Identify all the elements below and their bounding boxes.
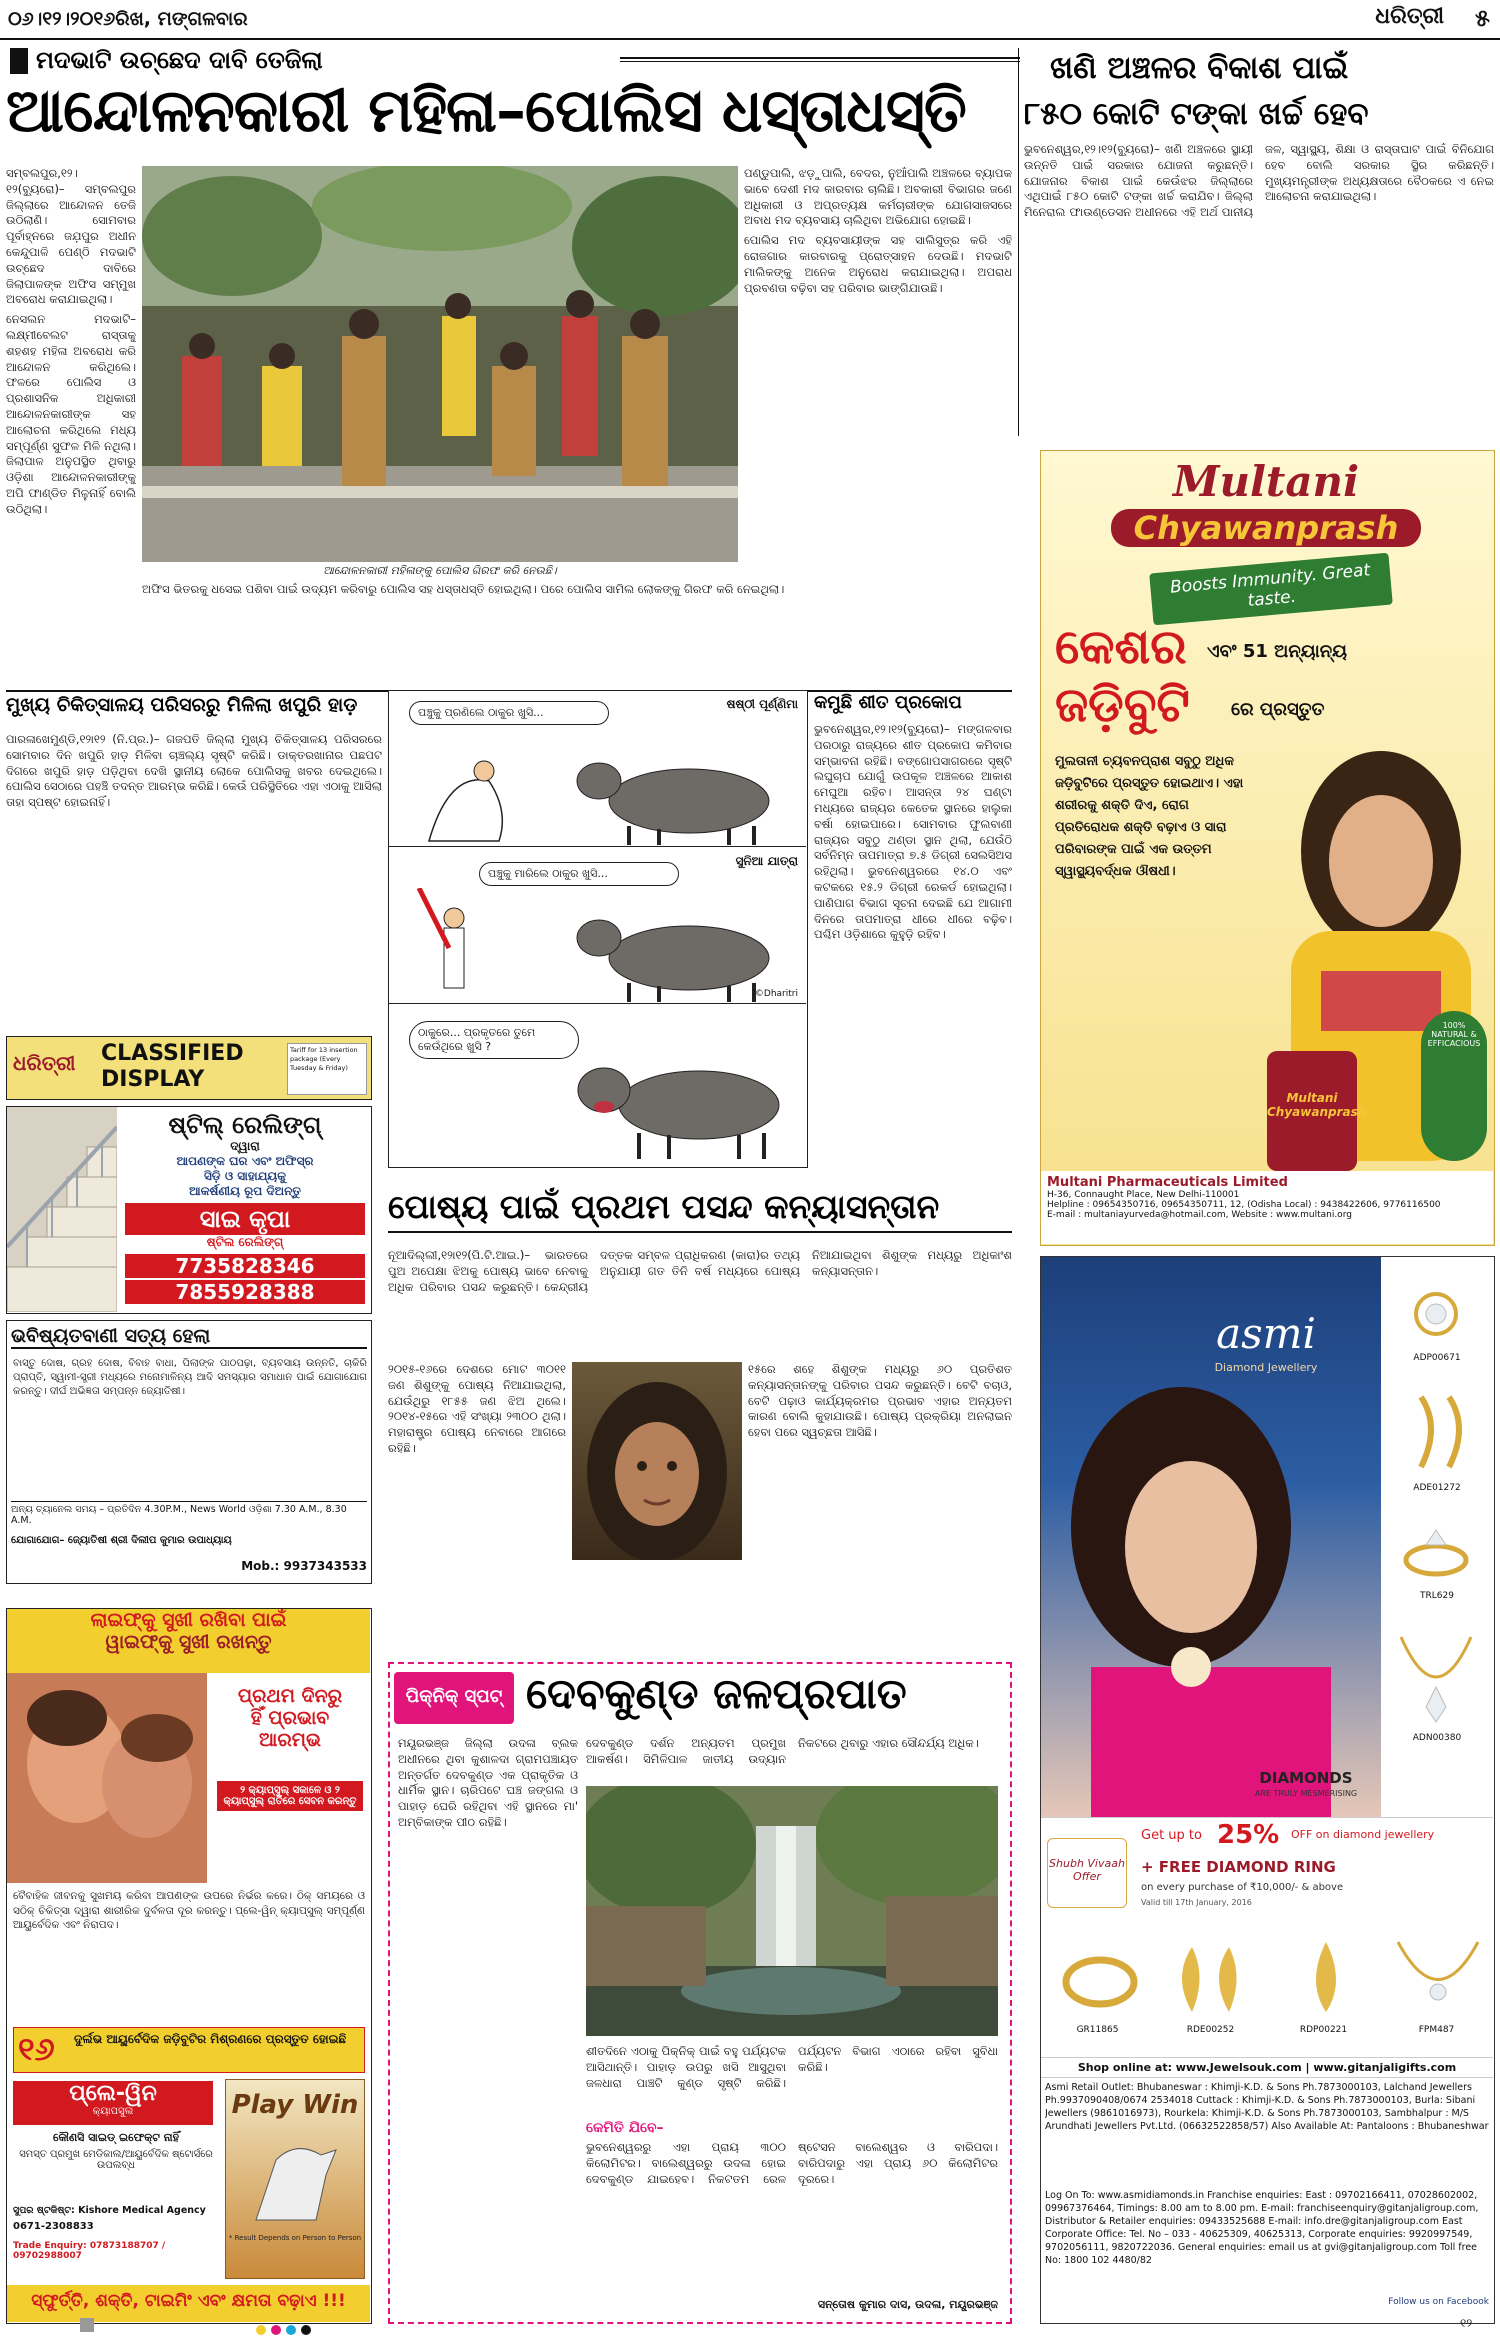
leaf-earring-icon — [1167, 1937, 1257, 2017]
cartoon-title-1: ଷଷ୍ଠୀ ପୂର୍ଣ୍ଣିମା — [726, 697, 798, 711]
staircase-image — [7, 1107, 117, 1312]
drop-pendant-icon — [1281, 1937, 1371, 2017]
asmi-logon: Log On To: www.asmidiamonds.in Franchise enquiries: East : 09702166411, 07028602002, 09967376464, Timings: 8.00 am to 8.00 pm. E-mail: franchiseenquiry@gitanjaligroup.com, Distributor & Retailer enquiries: 09433525688 E-mail: info.dre@gitanjaligroup.com East Corporate Office: Tel. No – 033 - 40625309, 40625313, Corporate enquiries: 9920997549, 9702056111, 9820722036. General enquiries: email us at gvi@gitanjaligroup.com Toll free No: 1800 102 4480/82 — [1045, 2190, 1479, 2266]
multani-email[interactable]: E-mail : multaniayurveda@hotmail.com, Website : www.multani.org — [1047, 1210, 1352, 1220]
multani-ad — [1040, 450, 1495, 1246]
necklace-icon — [1391, 1627, 1481, 1727]
asmi-diamonds-sub: ARE TRULY MESMERISING — [1254, 1789, 1358, 1798]
asmi-brand-sub: Diamond Jewellery — [1214, 1361, 1318, 1374]
picnic-body-c: ଦେବକୁଣ୍ଡ ଦର୍ଶନ ଅନ୍ୟତମ ପ୍ରମୁଖ ଆକର୍ଷଣ। ସିମିଳିପାଳ ଜାତୀୟ ଉଦ୍ୟାନ ନିକଟରେ ଥିବାରୁ ଏହାର ସୌନ୍ଦର୍ଯ୍ୟ ଅଧିକ। — [586, 1736, 979, 1766]
asmi-hero — [1041, 1257, 1381, 1817]
steel-line-1: ଆପଣଙ୍କ ଘର ଏବଂ ଅଫିସ୍‌ର — [176, 1154, 314, 1168]
playwin-brand-sub: କ୍ୟାପସୁଲ — [92, 2106, 134, 2117]
waterfall-photo — [586, 1786, 998, 2036]
asmi-code-right-3: TRL629 — [1420, 1591, 1454, 1601]
playwin-side-2: ସମସ୍ତ ପ୍ରମୁଖ ମେଡିକାଲ/ଆୟୁର୍ବେଦିକ ଷ୍ଟୋର୍ସରେ ଉପଲବ୍ଧ — [19, 2149, 213, 2171]
astro-contact: ଯୋଗାଯୋଗ– ଜ୍ୟୋତିଷୀ ଶ୍ରୀ ଦିଲୀପ କୁମାର ଉପାଧ୍ୟାୟ — [11, 1535, 232, 1546]
adoption-body-b: ୨୦୧୫-୧୬ରେ ଦେଶରେ ମୋଟ ୩୦୧୧ ଜଣ ଶିଶୁଙ୍କୁ ପୋଷ୍ୟ ନିଆଯାଇଥିଲା, ଯେଉଁଥିରୁ ୧୮୫୫ ଜଣ ଝିଅ ଥିଲେ। ୨୦୧୪-୧୫ରେ ଏହି ସଂଖ୍ୟା ୨୩୦୦ ଥିଲା। ମହାରାଷ୍ଟ୍ର ପୋଷ୍ୟ ନେବାରେ ଆଗରେ ରହିଛି। — [388, 1362, 566, 1455]
asmi-ad — [1040, 1256, 1495, 2324]
lead-dateline: ସମ୍ବଲପୁର,୧୨।୧୨(ବ୍ୟୁରୋ)– ସମ୍ବଲପୁର ଜିଲ୍ଲାରେ ଆନ୍ଦୋଳନ ତେଜି ଉଠିଲାଣି। ସୋମବାର ପୂର୍ବାହ୍ନରେ ଜଯ଼ପୁର ଅଧୀନ କେନ୍ଦୁପାଳି ପେଣ୍ଠି ମଦଭାଟି ଉଚ୍ଛେଦ ଦାବିରେ ଜିଲାପାଳଙ୍କ ଅଫିସ ସମ୍ମୁଖ ଅବରୋଧ କରାଯାଇଥିଲା। — [6, 166, 136, 307]
kicker-bullet — [10, 48, 28, 74]
life-body: ବୈବାହିକ ଜୀବନକୁ ସୁଖମୟ କରିବା ଆପଣଙ୍କ ଉପରେ ନିର୍ଭର କରେ। ଠିକ୍ ସମୟରେ ଓ ସଠିକ୍ ଚିକିତ୍ସା ଦ୍ୱାରା ଶାରୀରିକ ଦୁର୍ବଳତା ଦୂର କରନ୍ତୁ। ପ୍ଲେ-ୱିନ୍ କ୍ୟାପ୍‌ସୁଲ୍ ସମ୍ପୂର୍ଣ୍ଣ ଆୟୁର୍ବେଦିକ ଏବଂ ନିରାପଦ। — [13, 1890, 365, 1931]
asmi-product-row — [1041, 1933, 1493, 2053]
asmi-shop[interactable]: Shop online at: www.Jewelsouk.com | www.gitanjaligifts.com — [1041, 2057, 1493, 2078]
asmi-model-image — [1061, 1377, 1361, 1817]
cartoon-art-1 — [389, 731, 806, 847]
asmi-offer-pct: 25% — [1217, 1820, 1280, 1850]
asmi-code-bottom-3: RDP00221 — [1299, 2025, 1348, 2035]
classified-brand: ଧରିତ୍ରୀ — [13, 1051, 76, 1075]
lead-headline: ଆନ୍ଦୋଳନକାରୀ ମହିଳା–ପୋଲିସ ଧସ୍ତାଧସ୍ତି — [6, 76, 966, 146]
issue-date: ୦୬।୧୨।୨୦୧୬ରିଖ, ମଙ୍ଗଳବାର — [8, 8, 248, 30]
life-line-1: ଲାଇଫ୍‌କୁ ସୁଖୀ ରଖିବା ପାଇଁ — [90, 1609, 287, 1631]
lead-col-1 — [6, 166, 136, 686]
cartoon-bubble-2: ପଞ୍ଚୁକୁ ମାରିଲେ ଠାକୁର ଖୁସି... — [479, 862, 679, 886]
multani-head-1: କେଶର — [1055, 619, 1187, 675]
life-burst-3: ଆରମ୍ଭ — [259, 1729, 321, 1751]
steel-phone-1[interactable]: 7735828346 — [125, 1254, 365, 1278]
girl-photo — [572, 1362, 742, 1560]
picnic-how-body: ଭୁବନେଶ୍ୱରରୁ ଏହା ପ୍ରାୟ ୩୦୦ କିଲୋମିଟର। ବାଲେଶ୍ୱରରୁ ଉଦଳା ହୋଇ ଦେବକୁଣ୍ଡ ଯାଇହେବ। ନିକଟତମ ରେଳ ଷ୍ଟେସନ ବାଲେଶ୍ୱର ଓ ବାରିପଦା। ବାରିପଦାରୁ ଏହା ପ୍ରାୟ ୬୦ କିଲୋମିଟର ଦୂରରେ। — [586, 2140, 998, 2186]
asmi-offer-valid: Valid till 17th January, 2016 — [1141, 1898, 1252, 1907]
playwin-bottom: ସ୍ଫୁର୍ତ୍ତି, ଶକ୍ତି, ଟାଇମିଂ ଏବଂ କ୍ଷମତା ବଢ଼ାଏ !!! — [7, 2285, 370, 2322]
asmi-diamonds: DIAMONDS — [1259, 1769, 1353, 1787]
steel-company: ସାଇ କୃପା — [125, 1203, 365, 1235]
playwin-ad — [6, 1608, 372, 2324]
cartoon-art-3 — [389, 1035, 806, 1165]
picnic-byline: ସନ୍ତୋଷ କୁମାର ଦାସ, ଉଦଳା, ମୟୂରଭଞ୍ଜ — [817, 2298, 998, 2311]
picnic-body-a: ମୟୂରଭଞ୍ଜ ଜିଲ୍ଲା ଉଦଳା ବ୍ଲକ ଅଧୀନରେ ଥିବା କୁଶାଳଦା ଗ୍ରାମପଞ୍ଚାୟତ ଅନ୍ତର୍ଗତ ଦେବକୁଣ୍ଡ ଏକ ପ୍ରାକୃତିକ ଓ ଧାର୍ମିକ ସ୍ଥାନ। ଚାରିପଟେ ଘଞ୍ଚ ଜଙ୍ଗଲ ଓ ପାହାଡ଼ ଘେରି ରହିଥିବା ଏହି ସ୍ଥାନରେ ମା' ଅମ୍ବିକାଙ୍କ ପୀଠ ରହିଛି। — [398, 1736, 578, 1829]
life-line-2: ୱାଇଫ୍‌କୁ ସୁଖୀ ରଖନ୍ତୁ — [105, 1631, 272, 1653]
picnic-feature — [388, 1662, 1012, 2324]
mining-headline-2: ୮୫୦ କୋଟି ଟଙ୍କା ଖର୍ଚ୍ଚ ହେବ — [1024, 96, 1369, 132]
astrology-ad — [6, 1320, 372, 1584]
adoption-body-c: ୧୫ରେ ଶହେ ଶିଶୁଙ୍କ ମଧ୍ୟରୁ ୬୦ ପ୍ରତିଶତ କନ୍ୟାସନ୍ତାନଙ୍କୁ ପରିବାର ପସନ୍ଦ କରୁଛନ୍ତି। ବେଟି ବଚାଓ, ବେଟି ପଢ଼ାଓ କାର୍ଯ୍ୟକ୍ରମର ପ୍ରଭାବ ଏହାର ଅନ୍ୟତମ କାରଣ ବୋଲି କୁହାଯାଉଛି। ପୋଷ୍ୟ ପ୍ରକ୍ରିୟା ଅନଲାଇନ ହେବା ପରେ ସ୍ୱଚ୍ଛତା ଆସିଛି। — [748, 1362, 1012, 1440]
asmi-code-right-4: ADN00380 — [1412, 1733, 1462, 1743]
lead-col-3 — [744, 166, 1012, 562]
life-burst-2: ହିଁ ପ୍ରଭାବ — [250, 1707, 330, 1729]
cartoon-panel-3 — [389, 1005, 806, 1167]
lead-col-bottom — [142, 582, 1012, 686]
multani-jar: Multani Chyawanprash — [1267, 1051, 1357, 1171]
kicker-rule — [620, 57, 1020, 62]
cold-headline: କମୁଛି ଶୀତ ପ୍ରକୋପ — [814, 692, 962, 713]
lead-photo — [142, 166, 738, 562]
playwin-brand: ପ୍ଲେ-ୱିନ — [69, 2081, 157, 2106]
life-count: ୧୬ — [18, 2030, 55, 2068]
asmi-offer — [1041, 1817, 1493, 1927]
classified-title-1: CLASSIFIED — [101, 1041, 244, 1066]
footer-page-number: ୧୨ — [1460, 2316, 1473, 2330]
print-mark-grey — [80, 2318, 94, 2332]
playwin-box-label: Play Win — [231, 2090, 359, 2120]
asmi-code-right-1: ADP00671 — [1413, 1353, 1461, 1363]
steel-company-sub: ଷ୍ଟିଲ ରେଲିଙ୍ଗ୍ — [206, 1235, 284, 1249]
asmi-offer-3: + FREE DIAMOND RING — [1141, 1858, 1336, 1876]
playwin-trade[interactable]: Trade Enquiry: 07873188707 / 09702988007 — [13, 2241, 166, 2261]
adoption-body-a: ନୂଆଦିଲ୍ଲୀ,୧୨ା୧୨(ପି.ଟି.ଆଇ.)– ଭାରତରେ ପୁଅ ଅପେକ୍ଷା ଝିଅକୁ ପୋଷ୍ୟ ଭାବେ ନେବାକୁ ଅଧିକ ପରିବାର ପସନ୍ଦ କରୁଛନ୍ତି। କେନ୍ଦ୍ରୀୟ ଦତ୍ତକ ସମ୍ବଳ ପ୍ରାଧିକରଣ (କାରା)ର ତଥ୍ୟ ଅନୁଯାୟୀ ଗତ ତିନି ବର୍ଷ ମଧ୍ୟରେ ପୋଷ୍ୟ ନିଆଯାଇଥିବା ଶିଶୁଙ୍କ ମଧ୍ୟରୁ ଅଧିକାଂଶ କନ୍ୟାସନ୍ତାନ। — [388, 1248, 1012, 1294]
asmi-code-bottom-1: GR11865 — [1076, 2025, 1119, 2035]
playwin-box — [225, 2079, 365, 2279]
astro-title: ଭବିଷ୍ୟତବାଣୀ ସତ୍ୟ ହେଲା — [11, 1325, 367, 1349]
multani-brand-2: Chyawanprash — [1111, 509, 1421, 547]
multani-head-1-tail: ଏବଂ 51 ଅନ୍ୟାନ୍ୟ — [1207, 641, 1347, 662]
picnic-body-b: ଶୀତଦିନେ ଏଠାକୁ ପିକ୍‌ନିକ୍ ପାଇଁ ବହୁ ପର୍ଯ୍ୟଟକ ଆସିଥାନ୍ତି। ପାହାଡ଼ ଉପରୁ ଖସି ଆସୁଥିବା ଜଳଧାରା ପାଞ୍ଚଟି କୁଣ୍ଡ ସୃଷ୍ଟି କରିଛି। ପର୍ଯ୍ୟଟନ ବିଭାଗ ଏଠାରେ ରହିବା ସୁବିଧା କରିଛି। — [586, 2044, 998, 2090]
mining-headline-1: ଖଣି ଅଞ୍ଚଳର ବିକାଶ ପାଇଁ — [1050, 50, 1349, 86]
asmi-offer-4: on every purchase of ₹10,000/- & above — [1141, 1882, 1344, 1893]
steel-by: ଦ୍ୱାରା — [230, 1139, 260, 1153]
lead-body-b: ପଣ୍ଡୁପାଲି, ଝଡ଼ୁପାଲି, ବେଦର, ନୁଆଁପାଲି ଅଞ୍ଚଳରେ ବ୍ୟାପକ ଭାବେ ଦେଶୀ ମଦ କାରବାର ଚାଲିଛି। ଅବକାରୀ ବିଭାଗର ଜଣେ ଅଧିକାରୀ ଓ ଅପ୍ରତ୍ୟକ୍ଷ କର୍ମଚାରୀଙ୍କ ଯୋଗସାଜସରେ ଅବାଧ ମଦ ବ୍ୟବସାୟ ଚାଲିଥିବା ଅଭିଯୋଗ ହୋଇଛି। — [744, 166, 1012, 228]
ring-icon — [1396, 1515, 1476, 1585]
classified-title-2: DISPLAY — [101, 1067, 205, 1092]
horse-image — [226, 2120, 366, 2230]
lead-body-c: ପୋଲିସ ମଦ ବ୍ୟବସାୟୀଙ୍କ ସହ ସାଲିସୁତ୍ର କରି ଏହି ରୋଜଗାର କାରବାରକୁ ପ୍ରୋତ୍ସାହନ ଦେଉଛି। ମଦଭାଟି ମାଲିକଙ୍କୁ ଅନେକ ଅନୁରୋଧ କରାଯାଇଥିଲା। ଅପରାଧ ପ୍ରବଣତା ବଢ଼ିବା ସହ ପରିବାର ଭାଙ୍ଗିଯାଉଛି। — [744, 233, 1012, 295]
multani-tagline: Boosts Immunity. Great taste. — [1149, 553, 1393, 626]
page-header — [0, 0, 1500, 40]
astro-body: ବାସ୍ତୁ ଦୋଷ, ଗ୍ରହ ଦୋଷ, ବିବାହ ବାଧା, ପିଲାଙ୍କ ପାଠପଢ଼ା, ବ୍ୟବସାୟ ଉନ୍ନତି, ଚାକିରି ପ୍ରାପ୍ତି, ସ୍ୱାମୀ-ସ୍ତ୍ରୀ ମଧ୍ୟରେ ମନୋମାଳିନ୍ୟ ଆଦି ସମସ୍ୟାର ସମାଧାନ ପାଇଁ ଯୋଗାଯୋଗ କରନ୍ତୁ। ଦୀର୍ଘ ଅଭିଜ୍ଞତା ସମ୍ପନ୍ନ ଜ୍ୟୋତିଷୀ। — [13, 1358, 367, 1397]
chain-necklace-icon — [1393, 1937, 1483, 2017]
cartoon-bubble-1: ପଞ୍ଚୁକୁ ପ୍ରଣିଲେ ଠାକୁର ଖୁସି... — [409, 701, 609, 725]
steel-title: ଷ୍ଟିଲ୍ ରେଲିଙ୍ଗ୍ — [168, 1111, 322, 1139]
asmi-offer-1: Get up to — [1141, 1828, 1202, 1843]
earring-icon — [1401, 1387, 1471, 1477]
life-tag: ୨ କ୍ୟାପ୍‌ସୁଲ୍ ସକାଳେ ଓ ୨ କ୍ୟାପ୍‌ସୁଲ୍ ରାତିରେ ସେବନ କରନ୍ତୁ — [217, 1781, 363, 1811]
cartoon-panel-1 — [389, 691, 806, 847]
classified-banner — [6, 1036, 372, 1100]
couple-image — [7, 1673, 207, 1883]
asmi-shubh: Shubh Vivaah Offer — [1047, 1838, 1127, 1908]
cartoon-panel-2 — [389, 848, 806, 1004]
multani-helpline[interactable]: Helpline : 09654350716, 09654350711, 12, (Odisha Local) : 9438422606, 9776116500 — [1047, 1200, 1441, 1210]
classified-note: Tariff for 13 insertion package (Every Tuesday & Friday) — [287, 1043, 367, 1095]
multani-head-2-tail: ରେ ପ୍ରସ୍ତୁତ — [1231, 699, 1325, 720]
girl-photo-illustration — [572, 1362, 742, 1560]
gold-ring-icon — [1055, 1937, 1145, 2017]
adoption-headline: ପୋଷ୍ୟ ପାଇଁ ପ୍ରଥମ ପସନ୍ଦ କନ୍ୟାସନ୍ତାନ — [388, 1190, 1012, 1233]
waterfall-illustration — [586, 1786, 998, 2036]
asmi-code-bottom-2: RDE00252 — [1186, 2025, 1235, 2035]
astro-mobile[interactable]: Mob.: 9937343533 — [241, 1559, 367, 1573]
multani-head-2: ଜଡ଼ିବୁଟି — [1055, 677, 1190, 733]
cartoon-art-2 — [389, 888, 806, 1004]
column-rule — [1018, 48, 1019, 436]
asmi-offer-2: OFF on diamond jewellery — [1291, 1828, 1435, 1841]
steel-phone-2[interactable]: 7855928388 — [125, 1280, 365, 1304]
picnic-headline: ଦେବକୁଣ୍ଡ ଜଳପ୍ରପାତ — [526, 1669, 907, 1718]
steel-railing-ad — [6, 1106, 372, 1314]
asmi-code-right-2: ADE01272 — [1413, 1483, 1461, 1493]
skull-headline: ମୁଖ୍ୟ ଚିକିତ୍ସାଳୟ ପରିସରରୁ ମିଳିଲା ଖପୁରି ହାଡ଼ — [6, 694, 358, 716]
print-registration-dots — [256, 2320, 320, 2330]
asmi-brand: asmi — [1216, 1309, 1316, 1358]
lead-photo-caption: ଆନ୍ଦୋଳନକାରୀ ମହିଳାଙ୍କୁ ପୋଲିସ ଗିରଫ କରି ନେଉଛି। — [323, 564, 557, 577]
playwin-agency-phone[interactable]: 0671-2308833 — [13, 2221, 94, 2232]
multani-body: ମୁଲତାନୀ ଚ୍ୟବନପ୍ରାଶ ସବୁଠୁ ଅଧିକ ଜଡ଼ିବୁଟିରେ ପ୍ରସ୍ତୁତ ହୋଇଥାଏ। ଏହା ଶରୀରକୁ ଶକ୍ତି ଦିଏ, ରୋଗ ପ୍ରତିରୋଧକ ଶକ୍ତି ବଢ଼ାଏ ଓ ସାରା ପରିବାରଙ୍କ ପାଇଁ ଏକ ଉତ୍ତମ ସ୍ୱାସ୍ଥ୍ୟବର୍ଦ୍ଧକ ଔଷଧୀ। — [1055, 754, 1244, 879]
pendant-icon — [1401, 1279, 1471, 1349]
mining-body: ଭୁବନେଶ୍ୱର,୧୨।୧୨(ବ୍ୟୁରୋ)– ଖଣି ଅଞ୍ଚଳରେ ସ୍ଥାୟୀ ଉନ୍ନତି ପାଇଁ ସରକାର ଯୋଜନା କରୁଛନ୍ତି। ଯୋଜନାର ବିକାଶ ପାଇଁ କେଉଁଝର ଜିଲ୍ଲାରେ ଏଥିପାଇଁ ୮୫୦ କୋଟି ଟଙ୍କା ଖର୍ଚ୍ଚ କରାଯିବ। ଜିଲ୍ଲା ମିନେରାଲ ଫାଉଣ୍ଡେସନ ଅଧୀନରେ ଏହି ଅର୍ଥ ପାନୀୟ ଜଳ, ସ୍ୱାସ୍ଥ୍ୟ, ଶିକ୍ଷା ଓ ରାସ୍ତାଘାଟ ପାଇଁ ବିନିଯୋଗ ହେବ ବୋଲି ସରକାର ସ୍ଥିର କରିଛନ୍ତି। ମୁଖ୍ୟମନ୍ତ୍ରୀଙ୍କ ଅଧ୍ୟକ୍ଷତାରେ ବୈଠକରେ ଏ ନେଇ ଆଲୋଚନା କରାଯାଇଥିଲା। — [1024, 142, 1494, 220]
page-number: ୫ — [1475, 4, 1490, 32]
cartoon-signature: ©Dharitri — [754, 989, 798, 999]
cartoon-strip — [388, 690, 808, 1168]
cartoon-title-2: ସୁନିଆ ଯାତ୍ରା — [735, 854, 798, 868]
lead-body-a: ନେସଲନ ମଦଭାଟି–ଲକ୍ଷ୍ମୀବେଲଟ ରାସ୍ତାକୁ ଶହଶହ ମହିଳା ଅବରୋଧ କରି ଆନ୍ଦୋଳନ କରିଥିଲେ। ଫଳରେ ପୋଲିସ ଓ ପ୍ରଶାସନିକ ଅଧିକାରୀ ଆନ୍ଦୋଳନକାରୀଙ୍କ ସହ ଆଲୋଚନା କରିଥିଲେ ମଧ୍ୟ ସମ୍ପୂର୍ଣ୍ଣ ସୁଫଳ ମିଳି ନଥିଲା। ଜିଲାପାଳ ଅନୁପସ୍ଥିତ ଥିବାରୁ ଓଡ଼ିଶା ଆନ୍ଦୋଳନକାରୀଙ୍କୁ ଅପି ଫାଣ୍ଡିତ ମିଳୁନାହିଁ ବୋଲି ଉଠିଥିଲା। — [6, 312, 136, 516]
picnic-how-label: କେମିତି ଯିବେ– — [586, 2120, 664, 2136]
multani-company: Multani Pharmaceuticals Limited — [1047, 1175, 1288, 1190]
picnic-label: ପିକ୍‌ନିକ୍ ସ୍ପଟ୍ — [394, 1672, 514, 1724]
multani-address: H-36, Connaught Place, New Delhi-110001 — [1047, 1190, 1240, 1200]
multani-seal: 100% NATURAL & EFFICACIOUS — [1421, 1011, 1487, 1161]
astro-timing: ଅନ୍ୟ ଚ୍ୟାନେଲ ସମୟ – ପ୍ରତିଦିନ 4.30P.M., News World ଓଡ଼ିଶା 7.30 A.M., 8.30 A.M. — [11, 1501, 367, 1526]
life-burst-1: ପ୍ରଥମ ଦିନରୁ — [237, 1685, 343, 1707]
playwin-agency: ସୁପର ଷ୍ଟକିଷ୍ଟ: Kishore Medical Agency — [13, 2205, 206, 2216]
asmi-follow[interactable]: Follow us on Facebook — [1388, 2297, 1489, 2307]
asmi-product-column — [1381, 1257, 1493, 1817]
skull-body: ପାରଳାଖେମୁଣ୍ଡି,୧୨ା୧୨ (ନି.ପ୍ର.)– ଗଜପତି ଜିଲ୍ଲା ମୁଖ୍ୟ ଚିକିତ୍ସାଳୟ ପରିସରରେ ସୋମବାର ଦିନ ଖପୁରି ହାଡ଼ ମିଳିବା ଚାଞ୍ଚଲ୍ୟ ସୃଷ୍ଟି କରିଛି। ଡାକ୍ତରଖାନାର ପଛପଟ ଦିଗରେ ଖପୁରି ହାଡ଼ ପଡ଼ିଥିବା ଦେଖି ସ୍ଥାନୀୟ ଲୋକେ ପୋଲିସକୁ ଖବର ଦେଇଥିଲେ। ପୋଲିସ ସେଠାରେ ପହଞ୍ଚି ତଦନ୍ତ ଆରମ୍ଭ କରିଛି। କେଉଁ ପରିସ୍ଥିତିରେ ଏହା ଏଠାକୁ ଆସିଲା ତାହା ସ୍ପଷ୍ଟ ହୋଇନାହିଁ। — [6, 732, 382, 810]
masthead: ଧରିତ୍ରୀ — [1375, 3, 1444, 29]
playwin-side-1: କୌଣସି ସାଇଡ୍ ଇଫେକ୍ଟ ନାହିଁ — [52, 2131, 180, 2144]
life-count-text: ଦୁର୍ଲଭ ଆୟୁର୍ବେଦିକ ଜଡ଼ିବୁଟିର ମିଶ୍ରଣରେ ପ୍ରସ୍ତୁତ ହୋଇଛି — [74, 2032, 347, 2046]
asmi-outlets: Asmi Retail Outlet: Bhubaneswar : Khimji-K.D. & Sons Ph.7873000103, Lalchand Jewellers Ph.9937090408/0674 2534018 Cuttack : Khimji-K.D. & Sons Ph.7873000103, Burla: Sibani Jewellers (9861016973), Rourkela: Khimji-K.D. & Sons Ph.7873000103, Sambhalpur : M/S Arundhati Jewellers Pvt.Ltd. (06632522858/57) Also Available At: Pantaloons : Bhubaneshwar — [1045, 2082, 1489, 2132]
cartoon-bubble-3: ଠାକୁରେ... ପ୍ରକୃତରେ ତୁମେ କେଉଁଥିରେ ଖୁସି ? — [409, 1021, 579, 1059]
multani-brand-1: Multani — [1172, 457, 1360, 506]
asmi-code-bottom-4: FPM487 — [1418, 2025, 1455, 2035]
lead-kicker: ମଦଭାଟି ଉଚ୍ଛେଦ ଦାବି ତେଜିଲା — [36, 46, 323, 74]
steel-line-3: ଆକର୍ଷଣୀୟ ରୂପ ଦିଅନ୍ତୁ — [189, 1184, 301, 1198]
protest-photo-illustration — [142, 166, 738, 562]
cold-body: ଭୁବନେଶ୍ୱର,୧୨।୧୨(ବ୍ୟୁରୋ)– ମଙ୍ଗଳବାର ପରଠାରୁ ରାଜ୍ୟରେ ଶୀତ ପ୍ରକୋପ କମିବାର ସମ୍ଭାବନା ରହିଛି। ବଙ୍ଗୋପସାଗରରେ ସୃଷ୍ଟି ଲଘୁଚାପ ଯୋଗୁଁ ଉପକୂଳ ଅଞ୍ଚଳରେ ଆକାଶ ମେଘୁଆ ରହିବ। ଆସନ୍ତା ୨୪ ଘଣ୍ଟା ମଧ୍ୟରେ ରାଜ୍ୟର କେତେକ ସ୍ଥାନରେ ହାଲୁକା ବର୍ଷା ହୋଇପାରେ। ସୋମବାର ଫୁଲବାଣୀ ରାଜ୍ୟର ସବୁଠୁ ଥଣ୍ଡା ସ୍ଥାନ ଥିଲା, ଯେଉଁଠି ସର୍ବନିମ୍ନ ତାପମାତ୍ରା ୭.୫ ଡିଗ୍ରୀ ସେଲସିଅସ ରହିଥିଲା। ଭୁବନେଶ୍ୱରରେ ୧୪.୦ ଏବଂ କଟକରେ ୧୫.୨ ଡିଗ୍ରୀ ରେକର୍ଡ ହୋଇଥିଲା। ପାଣିପାଗ ବିଭାଗ ସୂଚନା ଦେଇଛି ଯେ ଆଗାମୀ ଦିନରେ ତାପମାତ୍ରା ଧୀରେ ଧୀରେ ବଢ଼ିବ। ପଶ୍ଚିମ ଓଡ଼ିଶାରେ କୁହୁଡ଼ି ରହିବ। — [814, 722, 1012, 942]
lead-body-d: ଅଫିସ ଭିତରକୁ ଧସେଇ ପଶିବା ପାଇଁ ଉଦ୍ୟମ କରିବାରୁ ପୋଲିସ ସହ ଧସ୍ତାଧସ୍ତି ହୋଇଥିଲା। ପରେ ପୋଲିସ ସାମିଲ ଲୋକଙ୍କୁ ଗିରଫ କରି ନେଇଥିଲା। — [142, 582, 785, 596]
playwin-disclaimer: * Result Depends on Person to Person — [228, 2234, 362, 2242]
steel-line-2: ସିଡ଼ି ଓ ସାହାଯ୍ୟକୁ — [203, 1169, 287, 1183]
